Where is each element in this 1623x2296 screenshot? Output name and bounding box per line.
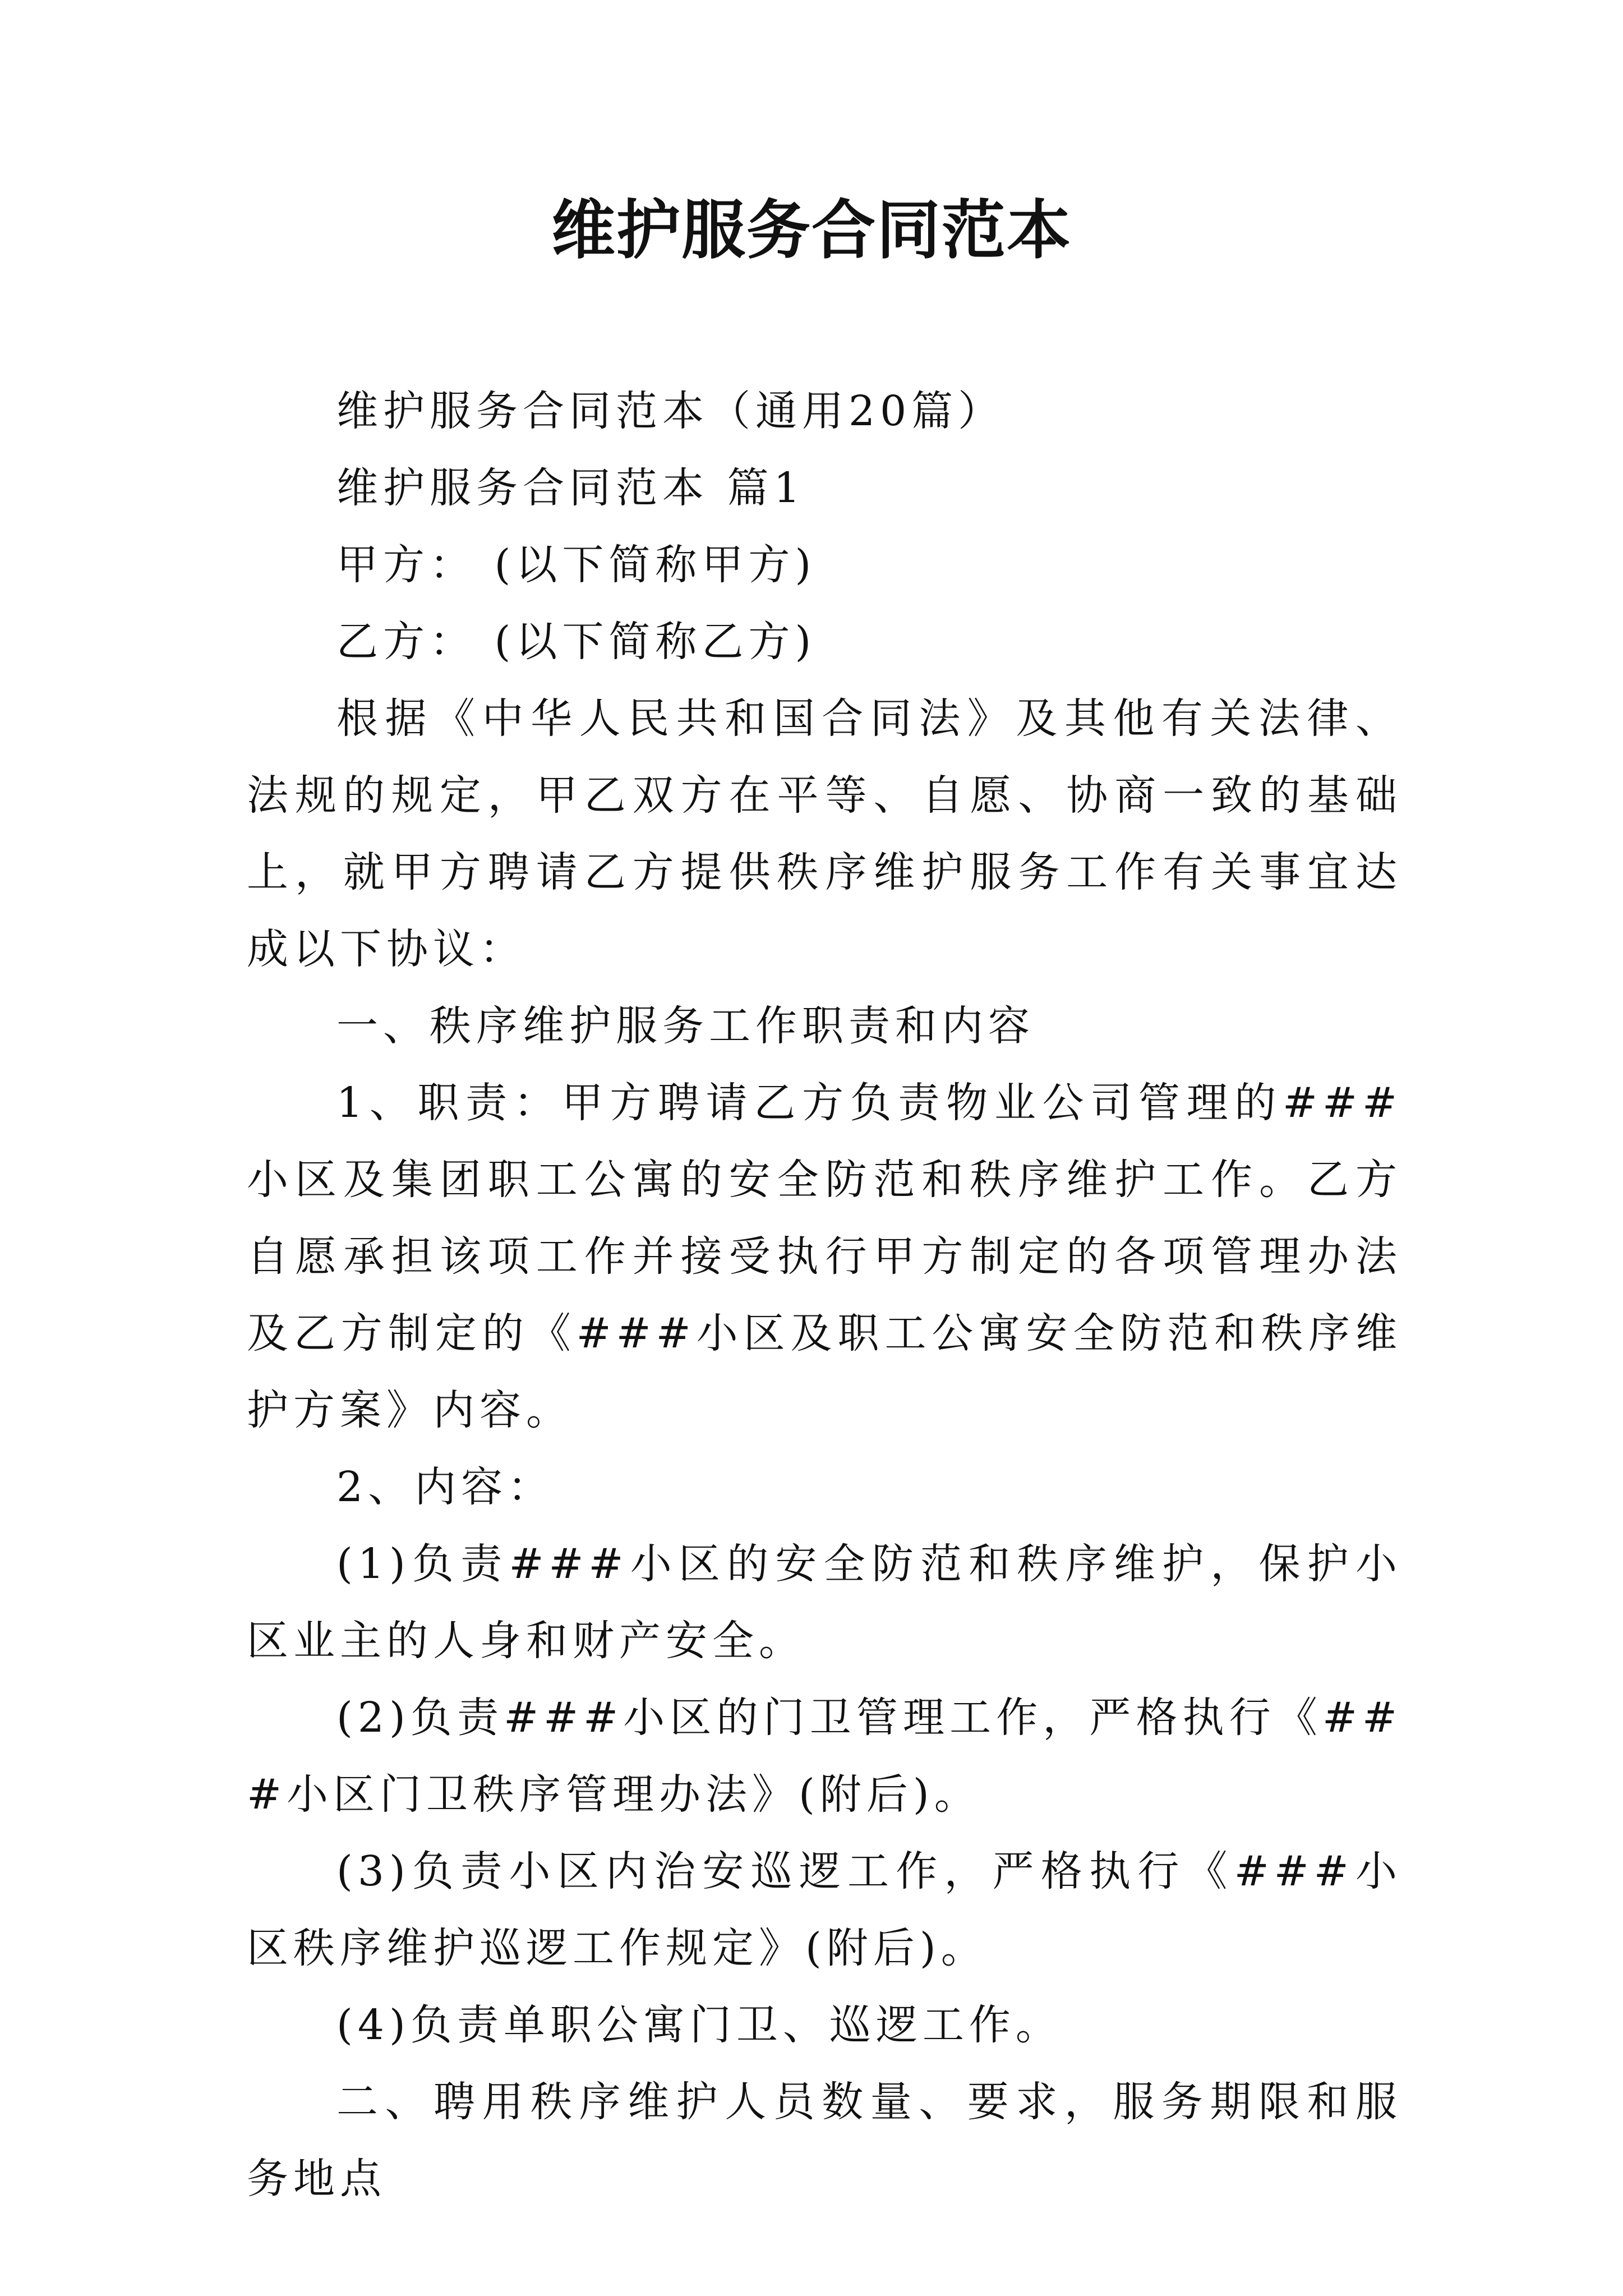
paragraph-subtitle: 维护服务合同范本（通用20篇） <box>336 387 1005 435</box>
paragraph-content-label: 2、内容： <box>336 1463 555 1511</box>
list-item: (2)负责###小区的门卫管理工作，严格执行《###小区门卫秩序管理办法》(附后)。 <box>247 1694 1402 1819</box>
section-heading-2: 二、聘用秩序维护人员数量、要求，服务期限和服务地点 <box>247 2078 1402 2203</box>
paragraph-chapter-heading: 维护服务合同范本 篇1 <box>336 464 805 512</box>
paragraph-preamble: 根据《中华人民共和国合同法》及其他有关法律、法规的规定，甲乙双方在平等、自愿、协商一致的基础上，就甲方聘请乙方提供秩序维护服务工作有关事宜达成以下协议： <box>247 694 1402 973</box>
paragraph-duties: 1、职责：甲方聘请乙方负责物业公司管理的###小区及集团职工公寓的安全防范和秩序维护工作。乙方自愿承担该项工作并接受执行甲方制定的各项管理办法及乙方制定的《###小区及职工公寓安全防范和秩序维护方案》内容。 <box>247 1079 1402 1434</box>
document-body <box>247 373 1402 2217</box>
list-item: (3)负责小区内治安巡逻工作，严格执行《###小区秩序维护巡逻工作规定》(附后)。 <box>247 1847 1402 1972</box>
list-item: (1)负责###小区的安全防范和秩序维护，保护小区业主的人身和财产安全。 <box>247 1540 1402 1665</box>
paragraph-party-a: 甲方： (以下简称甲方) <box>336 541 817 589</box>
section-heading-1: 一、秩序维护服务工作职责和内容 <box>336 1002 1035 1050</box>
list-item: (4)负责单职公寓门卫、巡逻工作。 <box>336 2001 1062 2049</box>
paragraph-party-b: 乙方： (以下简称乙方) <box>336 618 817 666</box>
document-title: 维护服务合同范本 <box>551 192 1072 268</box>
